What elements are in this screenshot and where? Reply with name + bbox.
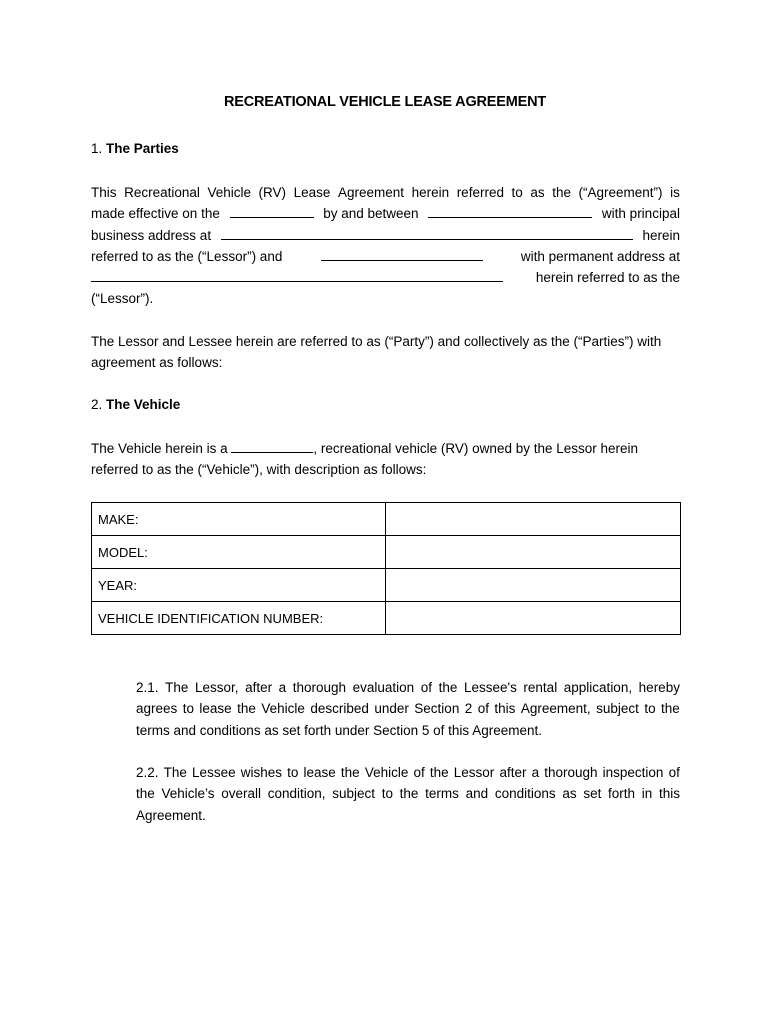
lessee-name-field[interactable]	[321, 247, 483, 261]
vehicle-line-1: The Vehicle herein is a , recreational vehicle (RV) owned by the Lessor herein	[91, 441, 639, 456]
model-value-cell[interactable]	[386, 536, 681, 569]
vin-label: VEHICLE IDENTIFICATION NUMBER:	[92, 602, 386, 635]
table-row	[92, 569, 681, 602]
table-row	[92, 503, 681, 536]
parties-line-1: This Recreational Vehicle (RV) Lease Agreement herein referred to as the (“Agreement”) is	[91, 185, 680, 200]
model-label: MODEL:	[92, 536, 386, 569]
section-1-heading	[91, 141, 179, 156]
section-2-heading	[91, 397, 180, 412]
lessor-address-field[interactable]	[221, 226, 633, 240]
lessee-address-field[interactable]	[91, 268, 503, 282]
table-row	[92, 536, 681, 569]
section-2-number: 2.	[91, 397, 103, 412]
vehicle-paragraph	[91, 438, 680, 481]
parties-line-5: herein referred to as the	[91, 267, 680, 288]
parties-paragraph	[91, 182, 680, 310]
vehicle-line-2: referred to as the (“Vehicle”), with description as follows:	[91, 462, 427, 478]
section-1-title: The Parties	[106, 141, 179, 156]
make-label: MAKE:	[92, 503, 386, 536]
make-value-cell[interactable]	[386, 503, 681, 536]
vehicle-description-table	[91, 502, 681, 635]
table-row	[92, 602, 681, 635]
lessor-name-field[interactable]	[428, 204, 592, 218]
section-2-title: The Vehicle	[106, 397, 181, 412]
parties-line-6: (“Lessor”).	[91, 291, 154, 307]
parties-line-3: business address at herein	[91, 227, 680, 243]
year-value-cell[interactable]	[386, 569, 681, 602]
clause-2-2: 2.2. The Lessee wishes to lease the Vehicle of the Lessor after a thorough inspection of the Vehicle’s overall condition, subject to the terms and conditions as set forth in this Agreement.	[136, 765, 680, 823]
document-title: RECREATIONAL VEHICLE LEASE AGREEMENT	[223, 94, 547, 110]
parties-line-4: referred to as the (“Lessor”) and with permanent address at	[91, 248, 680, 264]
parties-definition-paragraph: The Lessor and Lessee herein are referred to as (“Party”) and collectively as the (“Parties”) with agreement as follows:	[91, 334, 662, 371]
parties-line-2: made effective on the by and between with principal	[91, 206, 680, 222]
year-label: YEAR:	[92, 569, 386, 602]
effective-date-field[interactable]	[230, 204, 314, 218]
clause-2-1: 2.1. The Lessor, after a thorough evaluation of the Lessee's rental application, hereby agrees to lease the Vehicle described under Section 2 of this Agreement, subject to the terms and conditions as set forth under Section 5 of this Agreement.	[136, 680, 680, 738]
vehicle-type-field[interactable]	[231, 439, 313, 453]
vin-value-cell[interactable]	[386, 602, 681, 635]
section-1-number: 1.	[91, 141, 103, 156]
